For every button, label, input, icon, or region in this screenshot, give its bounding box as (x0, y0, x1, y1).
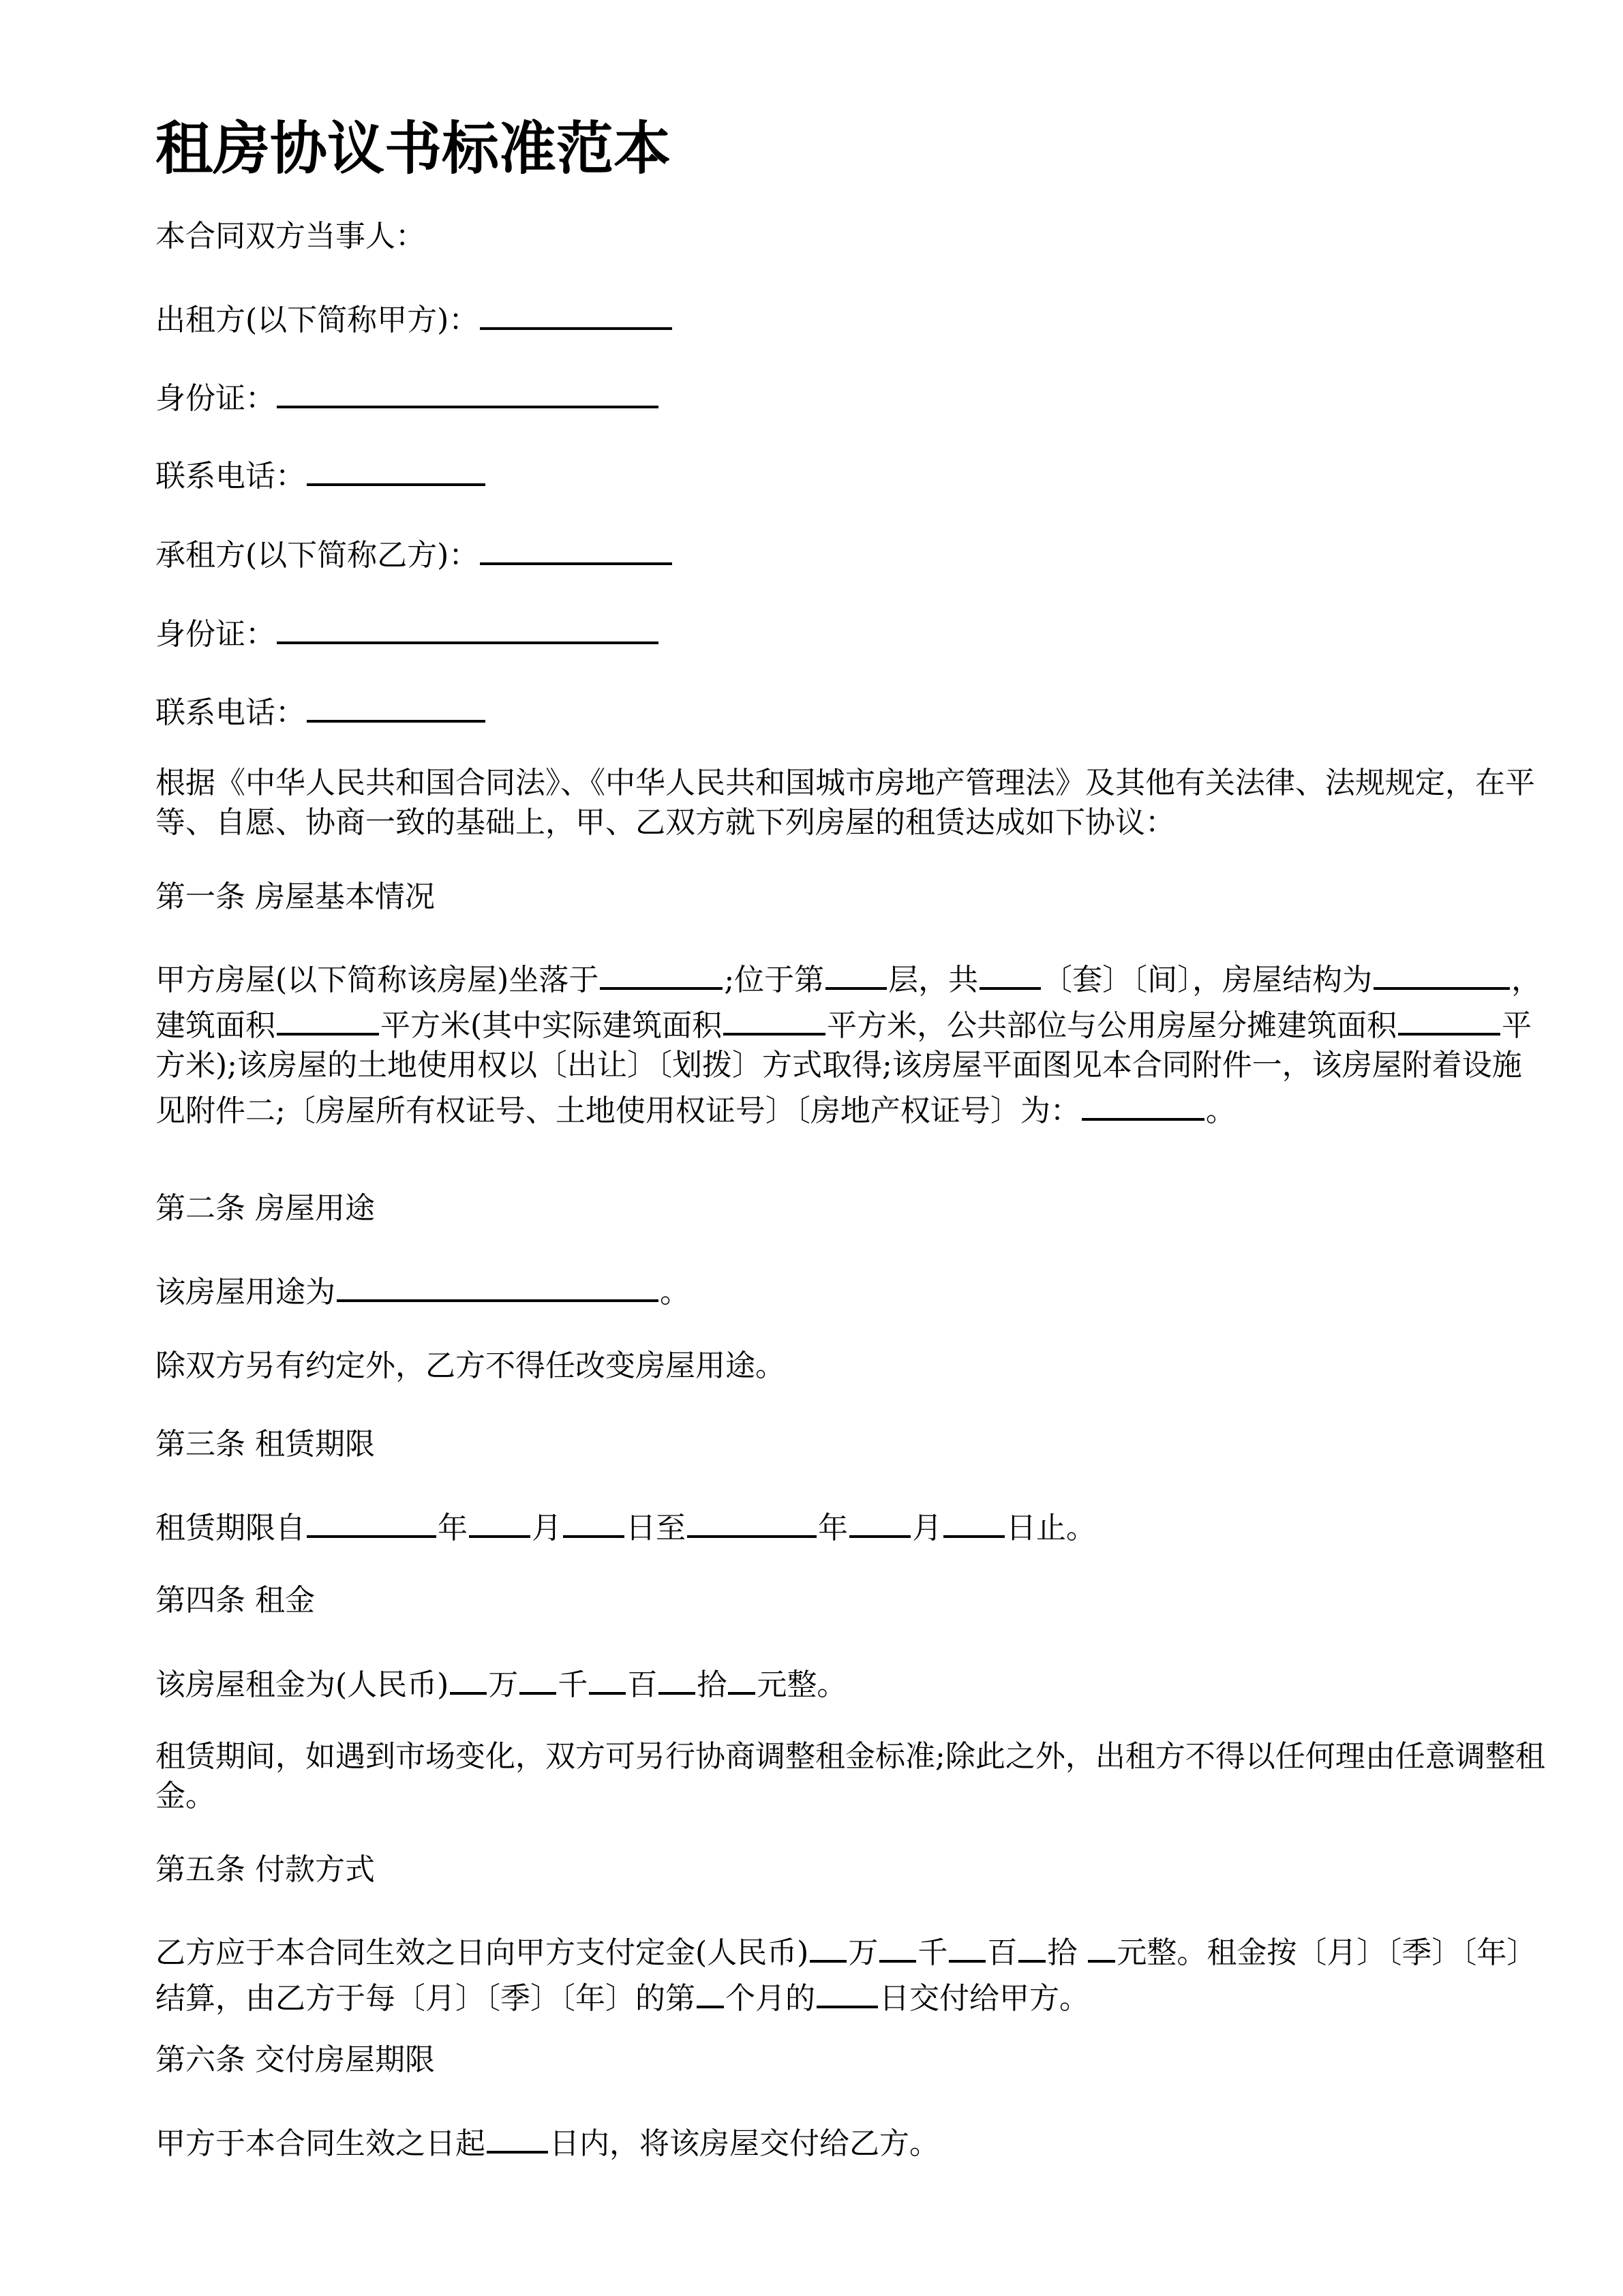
article6-heading: 第六条 交付房屋期限 (155, 2042, 435, 2077)
rent-wan-blank (450, 1659, 487, 1695)
article1-text-location: 甲方房屋(以下简称该房屋)坐落于 (155, 963, 599, 997)
rent-bai: 百 (627, 1667, 658, 1702)
deposit-shi-blank (1018, 1927, 1046, 1963)
start-day-blank (563, 1502, 624, 1538)
payment-terms: 元整。租金按〔月〕〔季〕〔年〕结算，由乙方于每〔月〕〔季〕〔年〕的第 (155, 1935, 1537, 2016)
article1-text-area: ，建筑面积 (155, 963, 1542, 1043)
end-year-blank (687, 1502, 817, 1538)
actual-area-blank (723, 1000, 825, 1036)
deposit-bai: 百 (987, 1935, 1018, 1970)
parties-heading: 本合同双方当事人： (155, 219, 425, 254)
delivery-days-blank (487, 2118, 548, 2154)
lessor-name-blank (480, 294, 672, 330)
deposit-qian: 千 (917, 1935, 948, 1970)
article1-text-actual-area: 平方米(其中实际建筑面积 (380, 1008, 723, 1043)
shared-area-blank (1398, 1000, 1500, 1036)
term-year-2: 年 (818, 1511, 848, 1545)
lessee-phone-line (155, 687, 487, 733)
lessee-phone-label: 联系电话： (155, 695, 305, 730)
deposit-qian-blank (879, 1927, 916, 1963)
document-title: 租房协议书标准范本 (155, 115, 671, 182)
deposit-label: 乙方应于本合同生效之日向甲方支付定金(人民币) (155, 1935, 809, 1970)
deposit-shi: 拾 (1047, 1935, 1087, 1970)
article4-heading: 第四条 租金 (155, 1583, 315, 1618)
deposit-wan: 万 (848, 1935, 879, 1970)
article2-heading: 第二条 房屋用途 (155, 1191, 375, 1226)
article1-text-floor: ;位于第 (724, 963, 825, 997)
rent-yuan-blank (728, 1659, 755, 1695)
rent-bai-blank (589, 1659, 626, 1695)
location-blank (600, 954, 723, 990)
payment-month-text: 个月的 (725, 1981, 815, 2016)
article1-text-certificate: 平方米);该房屋的土地使用权以〔出让〕〔划拨〕方式取得;该房屋平面图见本合同附件一，该房屋附着设施见附件二;〔房屋所有权证号、土地使用权证号〕〔房地产权证号〕为： (155, 1008, 1532, 1128)
lessee-label: 承租方(以下简称乙方)： (155, 538, 479, 573)
rent-shi: 拾 (697, 1667, 727, 1702)
article1-paragraph (155, 954, 1549, 1131)
term-month-1: 月 (532, 1511, 562, 1545)
payment-month-blank (697, 1973, 724, 2008)
lessor-id-label: 身份证： (155, 381, 275, 416)
article5-heading: 第五条 付款方式 (155, 1852, 375, 1887)
article3-term-line (155, 1502, 1096, 1548)
lessee-name-blank (480, 530, 672, 565)
total-floors-blank (980, 954, 1041, 990)
article4-rent-line (155, 1659, 847, 1705)
start-year-blank (307, 1502, 436, 1538)
article4-adjustment: 租赁期间，如遇到市场变化，双方可另行协商调整租金标准;除此之外，出租方不得以任何理由任意调整租金。 (155, 1739, 1545, 1813)
floor-blank (825, 954, 887, 990)
deposit-bai-blank (949, 1927, 986, 1963)
term-label: 租赁期限自 (155, 1511, 305, 1545)
payment-end: 日交付给甲方。 (879, 1981, 1089, 2016)
article2-restriction: 除双方另有约定外，乙方不得任改变房屋用途。 (155, 1348, 785, 1383)
lessee-id-blank (277, 609, 658, 644)
rent-qian: 千 (558, 1667, 588, 1702)
article6-delivery-line (155, 2118, 939, 2164)
article2-usage-line (155, 1267, 690, 1312)
article1-text-end: 。 (1205, 1093, 1236, 1128)
end-day-blank (943, 1502, 1005, 1538)
delivery-label: 甲方于本合同生效之日起 (155, 2126, 485, 2161)
term-year-1: 年 (438, 1511, 468, 1545)
article1-text-structure: 〔套〕〔间〕，房屋结构为 (1042, 963, 1373, 997)
payment-day-blank (817, 1973, 878, 2008)
rent-end: 元整。 (757, 1667, 847, 1702)
usage-blank (337, 1267, 658, 1302)
article1-heading: 第一条 房屋基本情况 (155, 879, 435, 914)
lessor-line (155, 294, 673, 340)
term-end: 日止。 (1006, 1511, 1096, 1545)
deposit-wan-blank (810, 1927, 847, 1963)
rent-shi-blank (658, 1659, 695, 1695)
certificate-blank (1082, 1085, 1204, 1121)
deposit-yuan-blank (1088, 1927, 1115, 1963)
structure-blank (1374, 954, 1510, 990)
usage-end: 。 (660, 1275, 690, 1310)
lessor-phone-blank (307, 451, 485, 486)
start-month-blank (469, 1502, 530, 1538)
delivery-end: 日内，将该房屋交付给乙方。 (549, 2126, 939, 2161)
lessor-phone-label: 联系电话： (155, 459, 305, 494)
preamble-paragraph: 根据《中华人民共和国合同法》、《中华人民共和国城市房地产管理法》及其他有关法律、法规规定，在平等、自愿、协商一致的基础上，甲、乙双方就下列房屋的租赁达成如下协议： (155, 766, 1535, 840)
rent-wan: 万 (488, 1667, 519, 1702)
lessee-id-label: 身份证： (155, 617, 275, 652)
lessee-id-line (155, 609, 660, 654)
rent-label: 该房屋租金为(人民币) (155, 1667, 449, 1702)
article3-heading: 第三条 租赁期限 (155, 1427, 375, 1462)
lessor-id-blank (277, 373, 658, 408)
term-to: 日至 (626, 1511, 686, 1545)
lessee-phone-blank (307, 687, 485, 723)
lessee-line (155, 530, 673, 575)
term-month-2: 月 (912, 1511, 942, 1545)
rent-qian-blank (519, 1659, 556, 1695)
article1-text-total: 层，共 (888, 963, 979, 997)
lessor-label: 出租方(以下简称甲方)： (155, 303, 479, 337)
usage-label: 该房屋用途为 (155, 1275, 335, 1310)
end-month-blank (849, 1502, 911, 1538)
article5-paragraph (155, 1927, 1549, 2019)
article1-text-shared-area: 平方米，公共部位与公用房屋分摊建筑面积 (827, 1008, 1397, 1043)
lessor-id-line (155, 373, 660, 419)
area-blank (277, 1000, 379, 1036)
lessor-phone-line (155, 451, 487, 496)
